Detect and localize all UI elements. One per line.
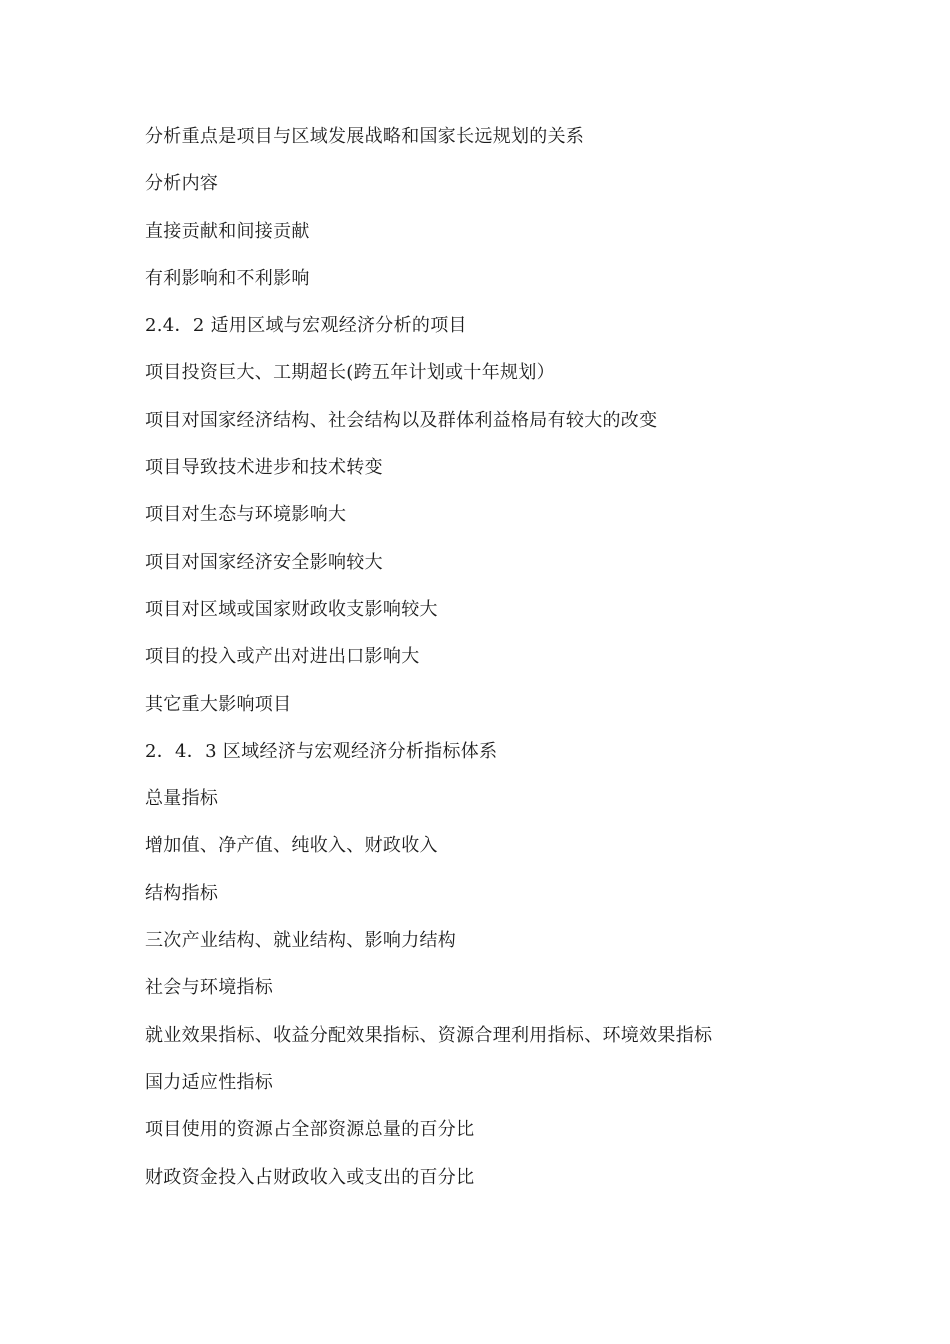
text-line: 增加值、净产值、纯收入、财政收入 — [145, 835, 438, 857]
text-line: 就业效果指标、收益分配效果指标、资源合理利用指标、环境效果指标 — [145, 1024, 713, 1046]
text-line: 直接贡献和间接贡献 — [145, 220, 310, 242]
text-line: 项目导致技术进步和技术转变 — [145, 457, 383, 479]
text-line: 项目对生态与环境影响大 — [145, 504, 347, 526]
text-line: 国力适应性指标 — [145, 1071, 274, 1093]
document-body — [145, 122, 905, 1210]
text-line: 项目对国家经济结构、社会结构以及群体利益格局有较大的改变 — [145, 409, 658, 431]
text-line: 财政资金投入占财政收入或支出的百分比 — [145, 1166, 475, 1188]
section-heading: 2.4．2 适用区域与宏观经济分析的项目 — [145, 315, 467, 337]
text-line: 其它重大影响项目 — [145, 693, 292, 715]
text-line: 项目对区域或国家财政收支影响较大 — [145, 598, 438, 620]
text-line: 分析内容 — [145, 173, 219, 195]
text-line: 结构指标 — [145, 882, 219, 904]
text-line: 项目的投入或产出对进出口影响大 — [145, 646, 420, 668]
text-line: 项目使用的资源占全部资源总量的百分比 — [145, 1119, 475, 1141]
text-line: 三次产业结构、就业结构、影响力结构 — [145, 930, 457, 952]
text-line: 社会与环境指标 — [145, 977, 274, 999]
section-heading: 2．4．3 区域经济与宏观经济分析指标体系 — [145, 740, 498, 762]
text-line: 分析重点是项目与区域发展战略和国家长远规划的关系 — [145, 126, 585, 147]
text-line: 总量指标 — [145, 788, 219, 810]
text-line: 有利影响和不利影响 — [145, 267, 310, 289]
text-line: 项目投资巨大、工期超长(跨五年计划或十年规划） — [145, 362, 555, 384]
text-line: 项目对国家经济安全影响较大 — [145, 551, 383, 573]
